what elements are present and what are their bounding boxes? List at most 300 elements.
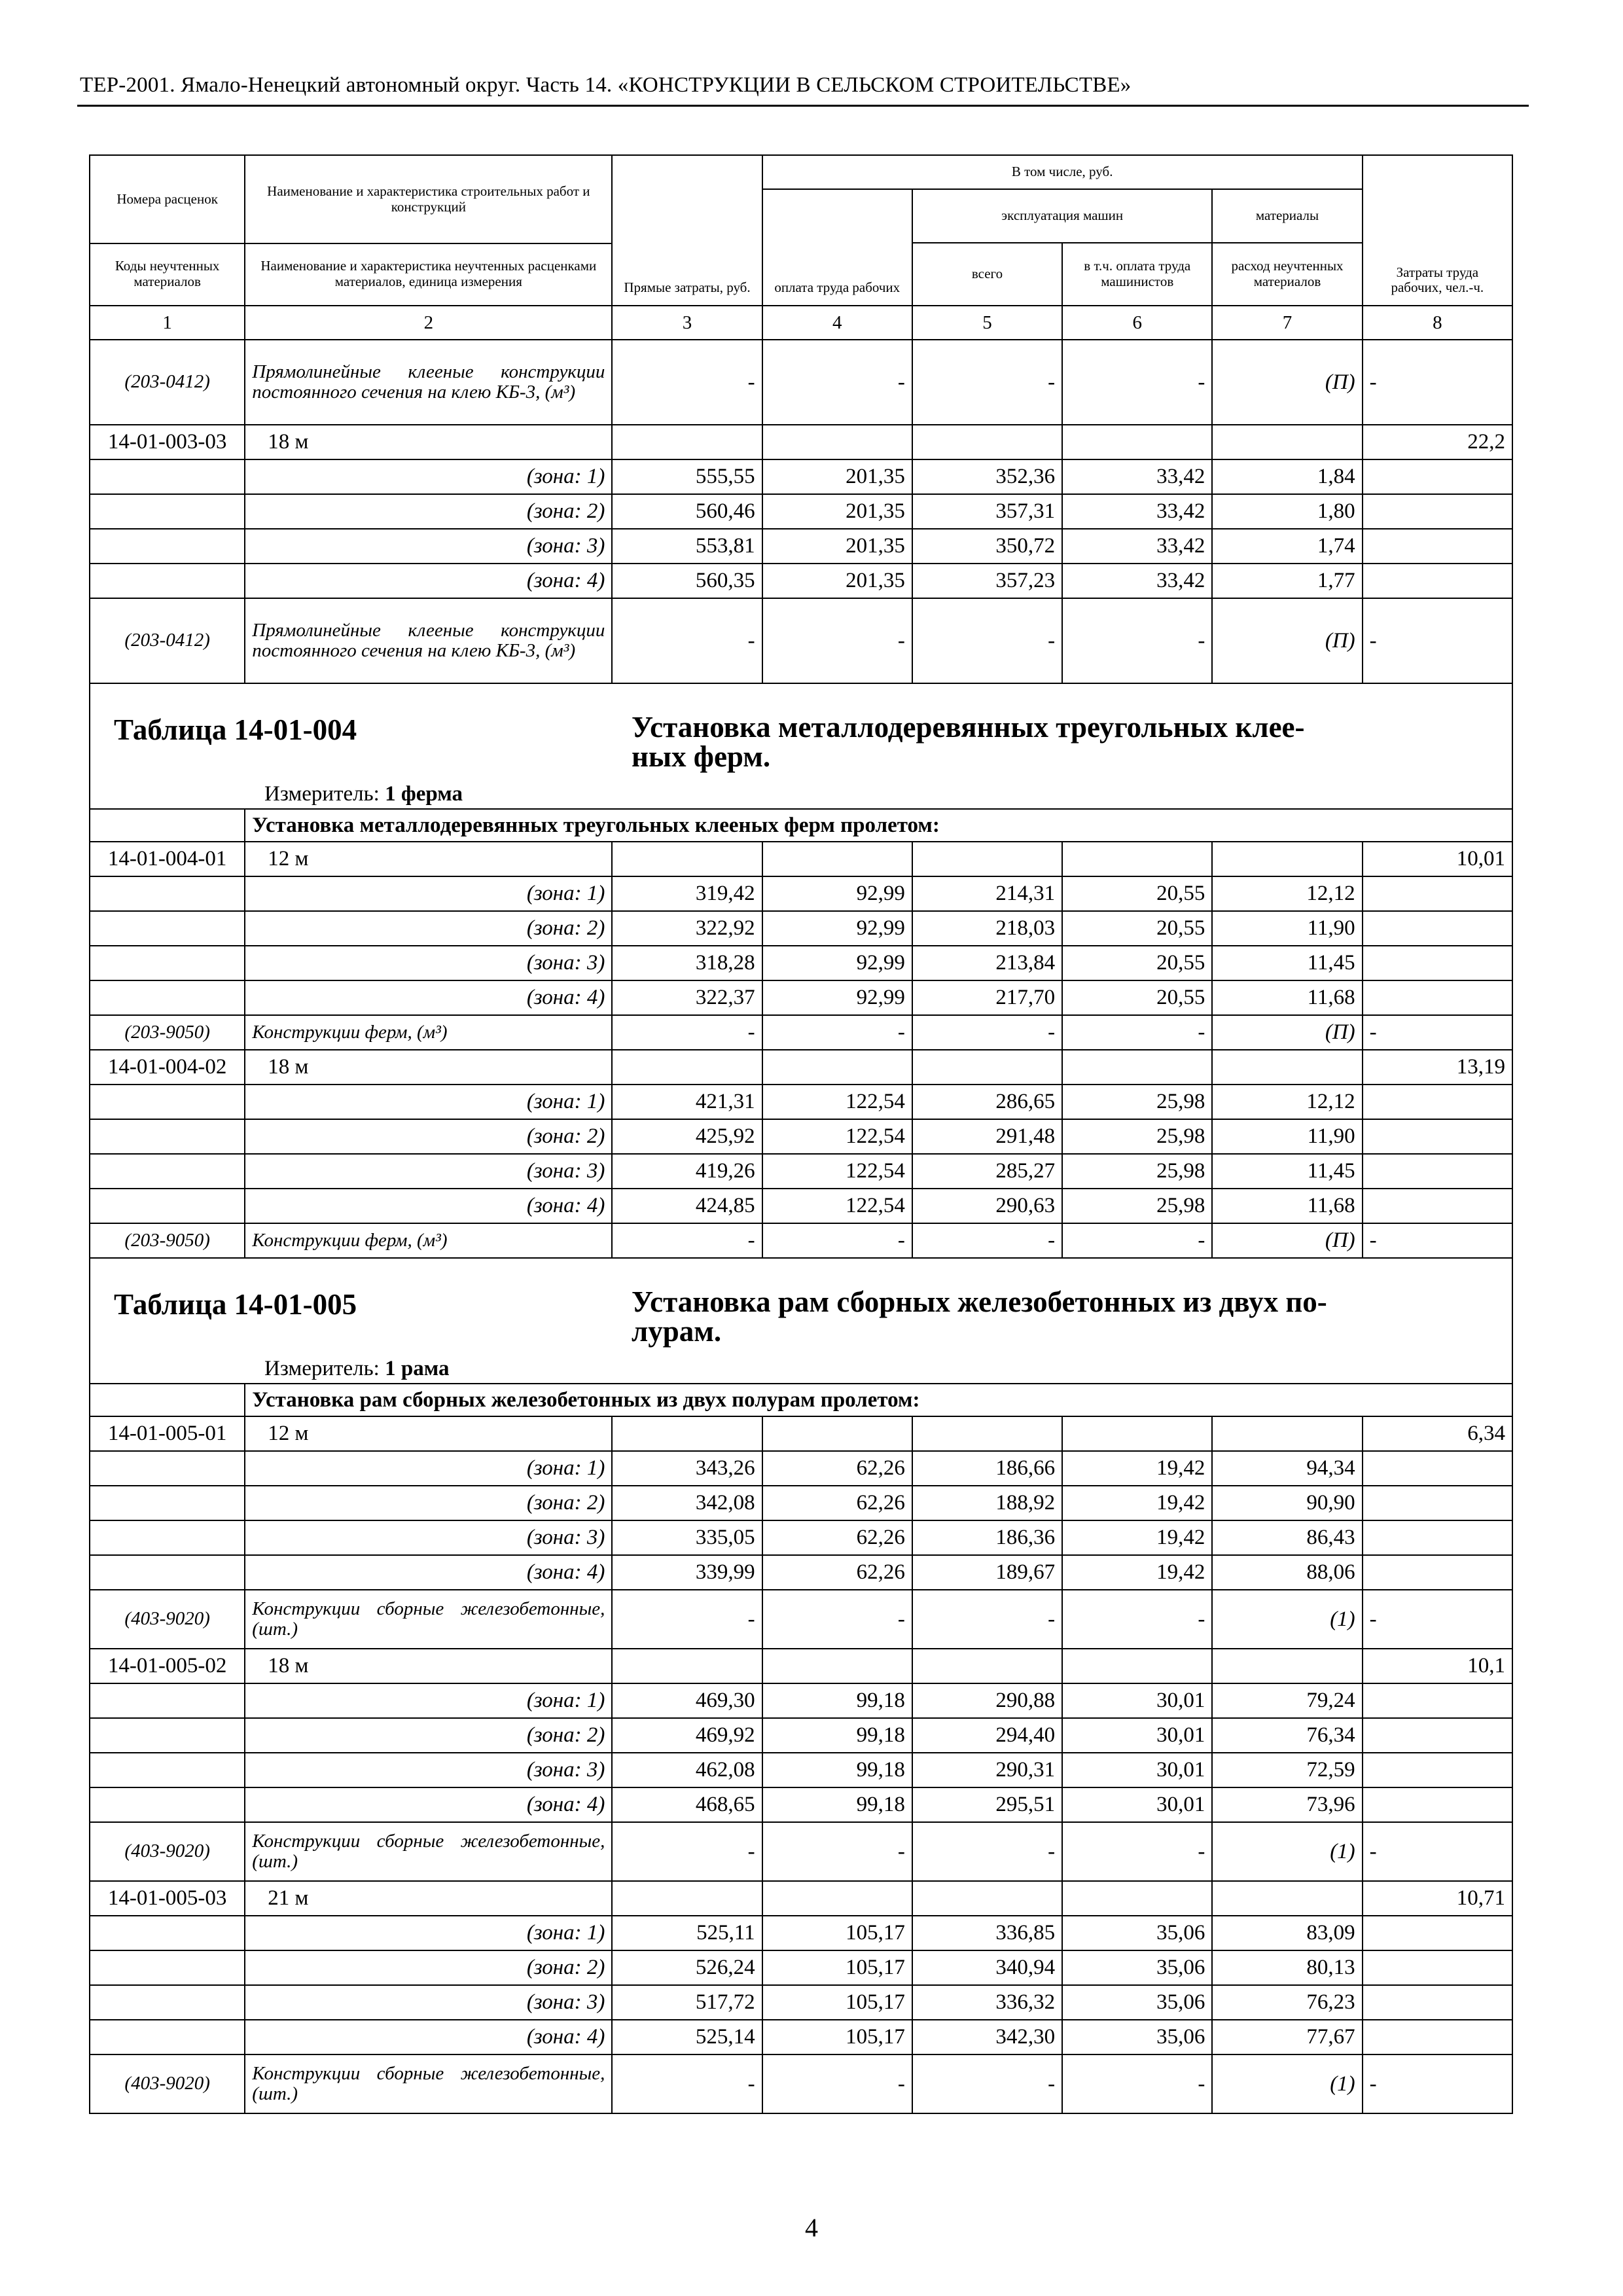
empty-cell bbox=[912, 1050, 1062, 1085]
labor-dash: - bbox=[1363, 340, 1512, 425]
machine-total: 188,92 bbox=[912, 1486, 1062, 1520]
empty-cell bbox=[90, 980, 245, 1015]
direct-cost-dash: - bbox=[612, 1822, 762, 1881]
zone-row bbox=[90, 1753, 1512, 1787]
zone-row bbox=[90, 911, 1512, 946]
machine-wages: 35,06 bbox=[1062, 2020, 1212, 2054]
machine-wages: 19,42 bbox=[1062, 1520, 1212, 1555]
machine-total: 290,88 bbox=[912, 1683, 1062, 1718]
machine-dash: - bbox=[912, 340, 1062, 425]
empty-cell bbox=[1363, 459, 1512, 494]
direct-cost-dash: - bbox=[612, 598, 762, 683]
materials: 80,13 bbox=[1212, 1950, 1362, 1985]
machine-total: 213,84 bbox=[912, 946, 1062, 980]
wages: 201,35 bbox=[762, 494, 912, 529]
machine-dash: - bbox=[912, 2054, 1062, 2113]
machine-total: 357,31 bbox=[912, 494, 1062, 529]
material-row bbox=[90, 340, 1512, 425]
machine-dash: - bbox=[912, 1015, 1062, 1050]
rate-name: 18 м bbox=[245, 425, 612, 459]
empty-cell bbox=[90, 1486, 245, 1520]
material-code: (403-9020) bbox=[90, 1590, 245, 1649]
materials-unaccounted-header: расход неучтенных материалов bbox=[1212, 243, 1362, 306]
labor-cost: 10,71 bbox=[1363, 1881, 1512, 1916]
materials-header: материалы bbox=[1212, 189, 1362, 243]
rate-name: 12 м bbox=[245, 1416, 612, 1451]
direct-cost: 525,14 bbox=[612, 2020, 762, 2054]
subheading: Установка рам сборных железобетонных из двух полурам пролетом: bbox=[245, 1384, 1512, 1416]
labor-cost: 10,01 bbox=[1363, 842, 1512, 876]
wages-dash: - bbox=[762, 1223, 912, 1258]
machine-total: 214,31 bbox=[912, 876, 1062, 911]
material-qty: (П) bbox=[1212, 1015, 1362, 1050]
wages: 122,54 bbox=[762, 1119, 912, 1154]
materials: 76,23 bbox=[1212, 1985, 1362, 2020]
wages: 105,17 bbox=[762, 2020, 912, 2054]
zone-row bbox=[90, 459, 1512, 494]
wages-dash: - bbox=[762, 1015, 912, 1050]
wages: 201,35 bbox=[762, 529, 912, 564]
section-cell bbox=[90, 683, 1512, 809]
material-code: (403-9020) bbox=[90, 1822, 245, 1881]
empty-cell bbox=[1363, 564, 1512, 598]
direct-cost: 425,92 bbox=[612, 1119, 762, 1154]
zone-row bbox=[90, 1085, 1512, 1119]
heading-line-1: Установка металлодеревянных треугольных клее- bbox=[632, 711, 1305, 744]
machine-wages-dash: - bbox=[1062, 1223, 1212, 1258]
machine-wages: 20,55 bbox=[1062, 911, 1212, 946]
measure bbox=[264, 782, 463, 806]
zone-row bbox=[90, 1486, 1512, 1520]
direct-cost: 526,24 bbox=[612, 1950, 762, 1985]
material-qty: (1) bbox=[1212, 1822, 1362, 1881]
empty-cell bbox=[1363, 1451, 1512, 1486]
machine-total: 286,65 bbox=[912, 1085, 1062, 1119]
material-code: (203-0412) bbox=[90, 598, 245, 683]
rate-code: 14-01-005-03 bbox=[90, 1881, 245, 1916]
empty-cell bbox=[1363, 1085, 1512, 1119]
empty-cell bbox=[1363, 946, 1512, 980]
machine-wages-dash: - bbox=[1062, 1590, 1212, 1649]
empty-cell bbox=[1062, 1881, 1212, 1916]
materials: 11,45 bbox=[1212, 1154, 1362, 1189]
zone-label: (зона: 3) bbox=[245, 529, 612, 564]
material-qty: (П) bbox=[1212, 598, 1362, 683]
page-number: 4 bbox=[805, 2213, 818, 2242]
zone-label: (зона: 2) bbox=[245, 1119, 612, 1154]
material-row bbox=[90, 1015, 1512, 1050]
materials: 73,96 bbox=[1212, 1787, 1362, 1822]
direct-cost: 525,11 bbox=[612, 1916, 762, 1950]
rate-name: 12 м bbox=[245, 842, 612, 876]
zone-label: (зона: 4) bbox=[245, 1189, 612, 1223]
empty-cell bbox=[90, 2020, 245, 2054]
materials: 11,90 bbox=[1212, 911, 1362, 946]
zone-row bbox=[90, 946, 1512, 980]
direct-cost: 318,28 bbox=[612, 946, 762, 980]
empty-cell bbox=[1062, 1416, 1212, 1451]
machine-total: 352,36 bbox=[912, 459, 1062, 494]
labor-cost: 13,19 bbox=[1363, 1050, 1512, 1085]
zone-label: (зона: 3) bbox=[245, 1753, 612, 1787]
heading-line-2: лурам. bbox=[632, 1315, 722, 1348]
direct-cost: 424,85 bbox=[612, 1189, 762, 1223]
col2-header bbox=[245, 155, 612, 306]
empty-cell bbox=[762, 1881, 912, 1916]
empty-cell bbox=[1363, 876, 1512, 911]
rate-row bbox=[90, 1416, 1512, 1451]
table-title: Таблица 14-01-004 bbox=[114, 713, 357, 746]
zone-row bbox=[90, 1683, 1512, 1718]
machine-total: 336,32 bbox=[912, 1985, 1062, 2020]
machine-total: 290,63 bbox=[912, 1189, 1062, 1223]
empty-cell bbox=[90, 809, 245, 842]
machine-wages: 35,06 bbox=[1062, 1985, 1212, 2020]
wages: 99,18 bbox=[762, 1718, 912, 1753]
col2-bottom: Наименование и характеристика неучтенных расценками материалов, единица измерения bbox=[260, 258, 597, 289]
empty-cell bbox=[1363, 1189, 1512, 1223]
table-heading bbox=[632, 713, 1522, 772]
wages-dash: - bbox=[762, 1822, 912, 1881]
machine-wages: 20,55 bbox=[1062, 876, 1212, 911]
empty-cell bbox=[90, 946, 245, 980]
material-name: Прямолинейные клееные конструкции постоянного сечения на клею КБ-3, (м³) bbox=[245, 340, 612, 425]
subheading-row bbox=[90, 809, 1512, 842]
machine-wages: 20,55 bbox=[1062, 980, 1212, 1015]
machine-wages-dash: - bbox=[1062, 598, 1212, 683]
materials: 83,09 bbox=[1212, 1916, 1362, 1950]
machine-wages-dash: - bbox=[1062, 1822, 1212, 1881]
zone-row bbox=[90, 1950, 1512, 1985]
empty-cell bbox=[1363, 1520, 1512, 1555]
measure-unit: 1 ферма bbox=[385, 782, 463, 806]
direct-cost-dash: - bbox=[612, 340, 762, 425]
empty-cell bbox=[1363, 1985, 1512, 2020]
empty-cell bbox=[1212, 842, 1362, 876]
wages: 62,26 bbox=[762, 1520, 912, 1555]
rate-row bbox=[90, 1050, 1512, 1085]
material-row bbox=[90, 598, 1512, 683]
direct-cost: 342,08 bbox=[612, 1486, 762, 1520]
wages: 105,17 bbox=[762, 1985, 912, 2020]
materials: 12,12 bbox=[1212, 1085, 1362, 1119]
machine-total: 294,40 bbox=[912, 1718, 1062, 1753]
rate-row bbox=[90, 842, 1512, 876]
page-header: ТЕР-2001. Ямало-Ненецкий автономный округ. Часть 14. «КОНСТРУКЦИИ В СЕЛЬСКОМ СТРОИТЕЛЬСТВЕ» bbox=[80, 73, 1132, 97]
machine-wages: 19,42 bbox=[1062, 1486, 1212, 1520]
zone-row bbox=[90, 876, 1512, 911]
material-name: Конструкции ферм, (м³) bbox=[245, 1015, 612, 1050]
wages: 99,18 bbox=[762, 1683, 912, 1718]
materials: 11,68 bbox=[1212, 1189, 1362, 1223]
zone-label: (зона: 1) bbox=[245, 1085, 612, 1119]
empty-cell bbox=[90, 1520, 245, 1555]
machine-wages-dash: - bbox=[1062, 340, 1212, 425]
zone-row bbox=[90, 1189, 1512, 1223]
empty-cell bbox=[90, 876, 245, 911]
empty-cell bbox=[90, 1384, 245, 1416]
empty-cell bbox=[1212, 1416, 1362, 1451]
machine-total: 186,36 bbox=[912, 1520, 1062, 1555]
machine-wages: 33,42 bbox=[1062, 529, 1212, 564]
empty-cell bbox=[1363, 980, 1512, 1015]
empty-cell bbox=[90, 1916, 245, 1950]
machine-wages: 20,55 bbox=[1062, 946, 1212, 980]
wages-header: оплата труда рабочих bbox=[762, 189, 912, 306]
empty-cell bbox=[912, 425, 1062, 459]
material-qty: (1) bbox=[1212, 2054, 1362, 2113]
empty-cell bbox=[90, 1555, 245, 1590]
material-qty: (П) bbox=[1212, 1223, 1362, 1258]
wages: 92,99 bbox=[762, 911, 912, 946]
wages: 99,18 bbox=[762, 1753, 912, 1787]
labor-dash: - bbox=[1363, 1015, 1512, 1050]
wages: 201,35 bbox=[762, 459, 912, 494]
machine-wages: 33,42 bbox=[1062, 564, 1212, 598]
rate-name: 18 м bbox=[245, 1649, 612, 1683]
empty-cell bbox=[762, 1050, 912, 1085]
machine-dash: - bbox=[912, 1590, 1062, 1649]
material-qty: (П) bbox=[1212, 340, 1362, 425]
col-num-5: 5 bbox=[912, 306, 1062, 340]
direct-cost: 553,81 bbox=[612, 529, 762, 564]
machine-wages: 33,42 bbox=[1062, 459, 1212, 494]
machine-total: 291,48 bbox=[912, 1119, 1062, 1154]
direct-cost: 468,65 bbox=[612, 1787, 762, 1822]
zone-row bbox=[90, 1154, 1512, 1189]
empty-cell bbox=[90, 1154, 245, 1189]
empty-cell bbox=[90, 1119, 245, 1154]
machine-wages: 33,42 bbox=[1062, 494, 1212, 529]
machine-wages: 19,42 bbox=[1062, 1555, 1212, 1590]
empty-cell bbox=[1363, 1555, 1512, 1590]
wages-dash: - bbox=[762, 598, 912, 683]
machine-total: 218,03 bbox=[912, 911, 1062, 946]
empty-cell bbox=[90, 459, 245, 494]
material-qty: (1) bbox=[1212, 1590, 1362, 1649]
empty-cell bbox=[612, 1416, 762, 1451]
heading-line-2: ных ферм. bbox=[632, 740, 771, 773]
direct-cost: 335,05 bbox=[612, 1520, 762, 1555]
machine-total: 340,94 bbox=[912, 1950, 1062, 1985]
direct-cost-header: Прямые затраты, руб. bbox=[612, 155, 762, 306]
empty-cell bbox=[90, 911, 245, 946]
wages-dash: - bbox=[762, 2054, 912, 2113]
measure-unit: 1 рама bbox=[385, 1357, 450, 1380]
wages: 122,54 bbox=[762, 1154, 912, 1189]
empty-cell bbox=[612, 842, 762, 876]
zone-label: (зона: 2) bbox=[245, 494, 612, 529]
machine-total: 342,30 bbox=[912, 2020, 1062, 2054]
material-name: Конструкции ферм, (м³) bbox=[245, 1223, 612, 1258]
table-heading bbox=[632, 1287, 1522, 1346]
zone-row bbox=[90, 980, 1512, 1015]
machine-dash: - bbox=[912, 1223, 1062, 1258]
direct-cost: 421,31 bbox=[612, 1085, 762, 1119]
direct-cost: 322,92 bbox=[612, 911, 762, 946]
machine-wages: 35,06 bbox=[1062, 1916, 1212, 1950]
materials: 11,68 bbox=[1212, 980, 1362, 1015]
zone-row bbox=[90, 1451, 1512, 1486]
empty-cell bbox=[612, 425, 762, 459]
wages-dash: - bbox=[762, 340, 912, 425]
empty-cell bbox=[762, 425, 912, 459]
empty-cell bbox=[1363, 1486, 1512, 1520]
machine-wages: 25,98 bbox=[1062, 1085, 1212, 1119]
empty-cell bbox=[762, 842, 912, 876]
rate-code: 14-01-005-01 bbox=[90, 1416, 245, 1451]
zone-label: (зона: 4) bbox=[245, 2020, 612, 2054]
empty-cell bbox=[90, 1189, 245, 1223]
included-header: В том числе, руб. bbox=[762, 155, 1363, 189]
section-header bbox=[90, 683, 1512, 809]
direct-cost: 555,55 bbox=[612, 459, 762, 494]
materials: 90,90 bbox=[1212, 1486, 1362, 1520]
direct-cost: 560,46 bbox=[612, 494, 762, 529]
zone-row bbox=[90, 1718, 1512, 1753]
measure-label: Измеритель: bbox=[264, 1357, 385, 1380]
empty-cell bbox=[1363, 1119, 1512, 1154]
empty-cell bbox=[1363, 1154, 1512, 1189]
empty-cell bbox=[90, 1985, 245, 2020]
wages: 122,54 bbox=[762, 1085, 912, 1119]
zone-row bbox=[90, 529, 1512, 564]
material-code: (203-9050) bbox=[90, 1015, 245, 1050]
empty-cell bbox=[1363, 2020, 1512, 2054]
table-title: Таблица 14-01-005 bbox=[114, 1288, 357, 1321]
material-name: Прямолинейные клееные конструкции постоянного сечения на клею КБ-3, (м³) bbox=[245, 598, 612, 683]
material-name: Конструкции сборные железобетонные, (шт.) bbox=[245, 1822, 612, 1881]
materials: 11,90 bbox=[1212, 1119, 1362, 1154]
section-header bbox=[90, 1258, 1512, 1384]
empty-cell bbox=[90, 1787, 245, 1822]
subheading-row bbox=[90, 1384, 1512, 1416]
machine-total: 350,72 bbox=[912, 529, 1062, 564]
wages: 92,99 bbox=[762, 946, 912, 980]
empty-cell bbox=[1212, 1881, 1362, 1916]
labor-dash: - bbox=[1363, 1590, 1512, 1649]
material-row bbox=[90, 1822, 1512, 1881]
col-num-8: 8 bbox=[1363, 306, 1512, 340]
zone-row bbox=[90, 1119, 1512, 1154]
rate-name: 18 м bbox=[245, 1050, 612, 1085]
empty-cell bbox=[612, 1649, 762, 1683]
material-row bbox=[90, 1223, 1512, 1258]
empty-cell bbox=[1212, 1050, 1362, 1085]
labor-cost: 6,34 bbox=[1363, 1416, 1512, 1451]
col-num-7: 7 bbox=[1212, 306, 1362, 340]
materials: 12,12 bbox=[1212, 876, 1362, 911]
header-rule bbox=[77, 105, 1529, 107]
empty-cell bbox=[1062, 1649, 1212, 1683]
machine-header: эксплуатация машин bbox=[912, 189, 1213, 243]
wages: 105,17 bbox=[762, 1950, 912, 1985]
material-name: Конструкции сборные железобетонные, (шт.) bbox=[245, 2054, 612, 2113]
machine-total-header: всего bbox=[912, 243, 1062, 306]
rate-code: 14-01-005-02 bbox=[90, 1649, 245, 1683]
empty-cell bbox=[90, 1683, 245, 1718]
machine-total: 336,85 bbox=[912, 1916, 1062, 1950]
zone-label: (зона: 2) bbox=[245, 1718, 612, 1753]
material-code: (403-9020) bbox=[90, 2054, 245, 2113]
col-num-3: 3 bbox=[612, 306, 762, 340]
empty-cell bbox=[762, 1649, 912, 1683]
zone-label: (зона: 1) bbox=[245, 876, 612, 911]
zone-label: (зона: 1) bbox=[245, 1683, 612, 1718]
direct-cost-dash: - bbox=[612, 1590, 762, 1649]
zone-row bbox=[90, 494, 1512, 529]
machine-wages: 30,01 bbox=[1062, 1753, 1212, 1787]
direct-cost-dash: - bbox=[612, 2054, 762, 2113]
empty-cell bbox=[1363, 1683, 1512, 1718]
material-name: Конструкции сборные железобетонные, (шт.) bbox=[245, 1590, 612, 1649]
empty-cell bbox=[1363, 1950, 1512, 1985]
rate-name: 21 м bbox=[245, 1881, 612, 1916]
machine-wages-dash: - bbox=[1062, 2054, 1212, 2113]
zone-label: (зона: 3) bbox=[245, 946, 612, 980]
material-row bbox=[90, 2054, 1512, 2113]
material-row bbox=[90, 1590, 1512, 1649]
empty-cell bbox=[90, 1718, 245, 1753]
wages-dash: - bbox=[762, 1590, 912, 1649]
empty-cell bbox=[90, 529, 245, 564]
zone-label: (зона: 1) bbox=[245, 459, 612, 494]
zone-row bbox=[90, 1985, 1512, 2020]
empty-cell bbox=[1062, 842, 1212, 876]
machine-wages-header: в т.ч. оплата труда машинистов bbox=[1062, 243, 1212, 306]
direct-cost: 469,92 bbox=[612, 1718, 762, 1753]
machine-total: 290,31 bbox=[912, 1753, 1062, 1787]
empty-cell bbox=[912, 1416, 1062, 1451]
direct-cost: 419,26 bbox=[612, 1154, 762, 1189]
materials: 94,34 bbox=[1212, 1451, 1362, 1486]
empty-cell bbox=[90, 564, 245, 598]
machine-wages: 30,01 bbox=[1062, 1683, 1212, 1718]
empty-cell bbox=[1363, 1916, 1512, 1950]
materials: 86,43 bbox=[1212, 1520, 1362, 1555]
empty-cell bbox=[90, 1753, 245, 1787]
empty-cell bbox=[1062, 425, 1212, 459]
wages: 99,18 bbox=[762, 1787, 912, 1822]
machine-total: 285,27 bbox=[912, 1154, 1062, 1189]
machine-wages: 19,42 bbox=[1062, 1451, 1212, 1486]
machine-wages: 25,98 bbox=[1062, 1189, 1212, 1223]
labor-dash: - bbox=[1363, 2054, 1512, 2113]
machine-total: 357,23 bbox=[912, 564, 1062, 598]
materials: 1,74 bbox=[1212, 529, 1362, 564]
heading-line-1: Установка рам сборных железобетонных из двух по- bbox=[632, 1285, 1327, 1318]
wages: 62,26 bbox=[762, 1555, 912, 1590]
labor-dash: - bbox=[1363, 1822, 1512, 1881]
zone-label: (зона: 3) bbox=[245, 1520, 612, 1555]
direct-cost: 560,35 bbox=[612, 564, 762, 598]
machine-wages: 25,98 bbox=[1062, 1119, 1212, 1154]
empty-cell bbox=[1363, 911, 1512, 946]
labor-cost: 10,1 bbox=[1363, 1649, 1512, 1683]
zone-label: (зона: 1) bbox=[245, 1451, 612, 1486]
wages: 122,54 bbox=[762, 1189, 912, 1223]
materials: 11,45 bbox=[1212, 946, 1362, 980]
labor-dash: - bbox=[1363, 598, 1512, 683]
empty-cell bbox=[90, 1950, 245, 1985]
zone-label: (зона: 2) bbox=[245, 1950, 612, 1985]
section-cell bbox=[90, 1258, 1512, 1384]
empty-cell bbox=[1363, 1718, 1512, 1753]
empty-cell bbox=[912, 842, 1062, 876]
zone-label: (зона: 4) bbox=[245, 564, 612, 598]
direct-cost: 462,08 bbox=[612, 1753, 762, 1787]
wages: 105,17 bbox=[762, 1916, 912, 1950]
